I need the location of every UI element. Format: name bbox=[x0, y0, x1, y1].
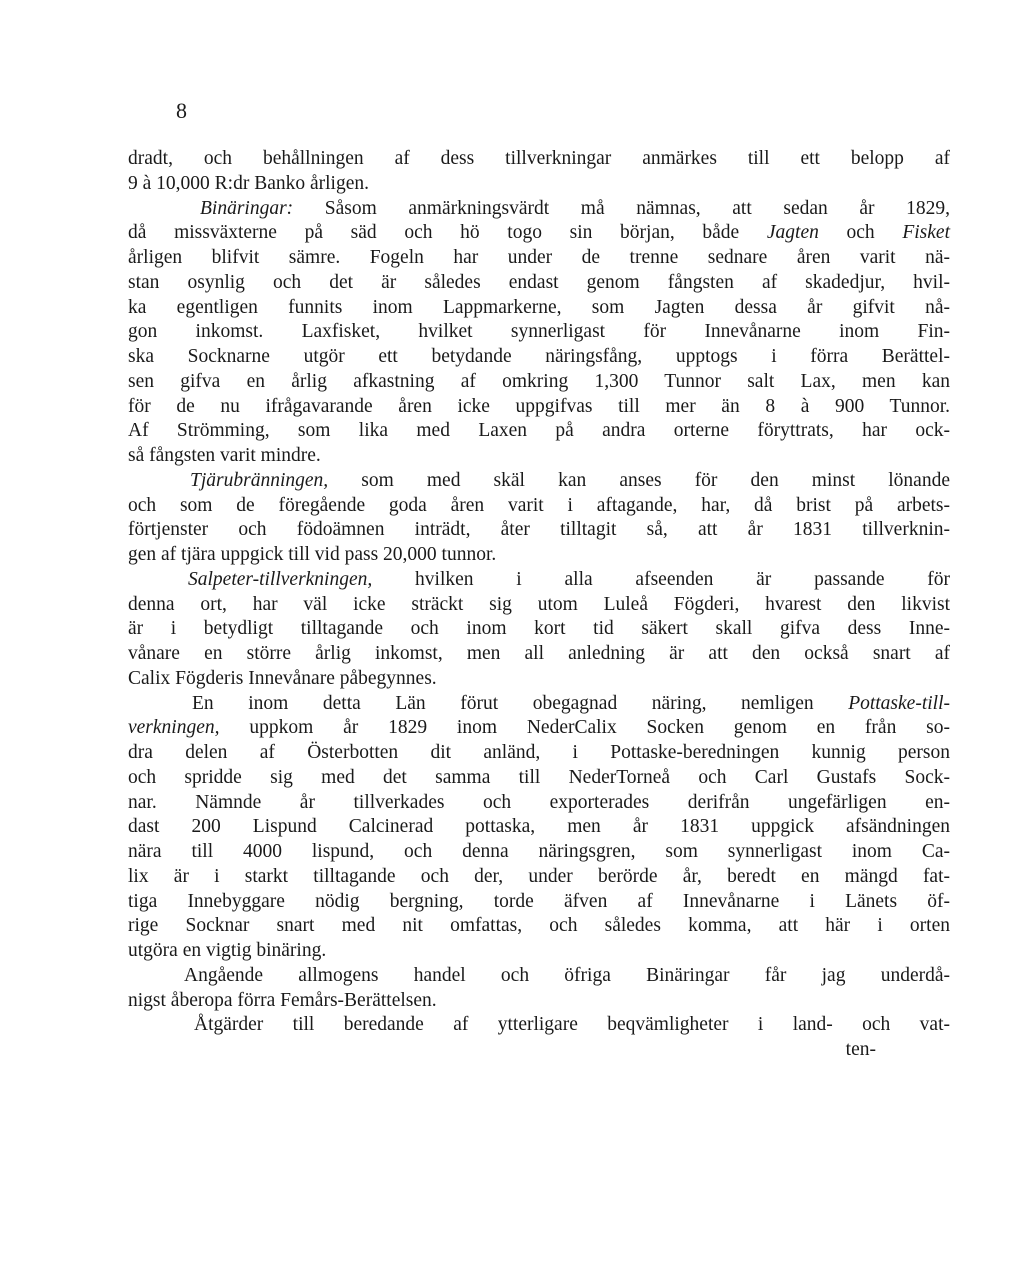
text-segment: lix är i starkt tilltagande och der, under berörde år, beredt en mängd fat- bbox=[128, 865, 950, 887]
text-segment: dradt, och behållningen af dess tillverkningar anmärkes till ett belopp af bbox=[128, 148, 950, 169]
text-line bbox=[128, 419, 950, 444]
text-line bbox=[128, 989, 950, 1014]
text-segment: då missväxterne på säd och hö togo sin början, både bbox=[128, 222, 767, 244]
text-line bbox=[128, 370, 950, 395]
text-line bbox=[128, 444, 950, 469]
text-segment: och spridde sig med det samma till NederTorneå och Carl Gustafs Sock- bbox=[128, 766, 950, 788]
italic-term: Binäringar: bbox=[200, 197, 294, 219]
italic-term: Pottaske-till- bbox=[848, 692, 950, 714]
text-line bbox=[128, 494, 950, 519]
text-segment: Åtgärder till beredande af ytterligare beqvämligheter i land- och vat- bbox=[194, 1014, 950, 1036]
text-line bbox=[128, 568, 950, 593]
text-segment: rige Socknar snart med nit omfattas, och således komma, att här i orten bbox=[128, 915, 950, 937]
italic-term: Jagten bbox=[766, 222, 819, 244]
text-line bbox=[128, 395, 950, 420]
text-line bbox=[128, 1013, 950, 1038]
text-line bbox=[128, 147, 950, 172]
text-segment: nar. Nämnde år tillverkades och exporterades derifrån ungefärligen en- bbox=[128, 791, 950, 813]
text-segment: dra delen af Österbotten dit anländ, i Pottaske-beredningen kunnig person bbox=[128, 742, 950, 763]
text-line bbox=[128, 964, 950, 989]
text-segment: Såsom anmärkningsvärdt må nämnas, att sedan år 1829, bbox=[293, 197, 950, 219]
text-segment: Af Strömming, som lika med Laxen på andra orterne föryttrats, har ock- bbox=[128, 420, 950, 442]
text-segment: och bbox=[818, 222, 903, 244]
text-line bbox=[128, 296, 950, 321]
body-text bbox=[128, 147, 950, 1063]
text-segment: gen af tjära uppgick till vid pass 20,000 tunnor. bbox=[128, 544, 497, 565]
text-line bbox=[128, 617, 950, 642]
text-segment: uppkom år 1829 inom NederCalix Socken genom en från so- bbox=[219, 717, 950, 739]
text-segment: så fångsten varit mindre. bbox=[128, 445, 321, 466]
text-segment: Calix Fögderis Innevånare påbegynnes. bbox=[128, 667, 437, 689]
text-segment: årligen blifvit sämre. Fogeln har under de trenne sednare åren varit nä- bbox=[128, 247, 950, 268]
text-segment: och som de föregående goda åren varit i aftagande, har, då brist på arbets- bbox=[128, 494, 950, 516]
text-line bbox=[128, 320, 950, 345]
text-line bbox=[128, 914, 950, 939]
text-line bbox=[128, 766, 950, 791]
text-line bbox=[128, 716, 950, 741]
text-line bbox=[128, 172, 950, 197]
text-line bbox=[128, 692, 950, 717]
text-segment: ska Socknarne utgör ett betydande näringsfång, upptogs i förra Berättel- bbox=[128, 346, 950, 367]
text-segment: som med skäl kan anses för den minst lönande bbox=[328, 469, 950, 491]
text-line bbox=[128, 741, 950, 766]
catchword bbox=[128, 1038, 950, 1063]
text-line bbox=[128, 840, 950, 865]
text-segment: ten- bbox=[845, 1039, 876, 1060]
text-segment: sen gifva en årlig afkastning af omkring 1,300 Tunnor salt Lax, men kan bbox=[128, 370, 950, 392]
text-segment: är i betydligt tilltagande och inom kort tid säkert skall gifva dess Inne- bbox=[128, 618, 950, 640]
text-line bbox=[128, 543, 950, 568]
text-segment: 9 à 10,000 R:dr Banko årligen. bbox=[128, 172, 369, 194]
text-line bbox=[128, 667, 950, 692]
text-segment: hvilken i alla afseenden är passande för bbox=[372, 568, 950, 590]
text-segment: ka egentligen funnits inom Lappmarkerne, som Jagten dessa år gifvit nå- bbox=[128, 296, 950, 318]
text-line bbox=[128, 197, 950, 222]
text-segment: Angående allmogens handel och öfriga Binäringar får jag underdå- bbox=[184, 964, 950, 986]
text-line bbox=[128, 221, 950, 246]
text-segment: En inom detta Län förut obegagnad näring, nemligen bbox=[192, 692, 849, 714]
text-line bbox=[128, 865, 950, 890]
page-number: 8 bbox=[176, 98, 187, 123]
text-segment: tiga Innebyggare nödig bergning, torde äfven af Innevånarne i Länets öf- bbox=[128, 890, 950, 912]
text-line bbox=[128, 345, 950, 370]
italic-term: Salpeter-tillverkningen, bbox=[188, 568, 373, 590]
text-segment: vånare en större årlig inkomst, men all anledning är att den också snart af bbox=[128, 643, 950, 664]
text-segment: denna ort, har väl icke sträckt sig utom Luleå Fögderi, hvarest den likvist bbox=[128, 593, 950, 615]
italic-term: Tjärubränningen, bbox=[190, 469, 329, 491]
text-line bbox=[128, 271, 950, 296]
text-segment: gon inkomst. Laxfisket, hvilket synnerligast för Innevånarne inom Fin- bbox=[128, 321, 950, 343]
text-line bbox=[128, 791, 950, 816]
text-segment: nigst åberopa förra Femårs-Berättelsen. bbox=[128, 989, 437, 1011]
text-line bbox=[128, 593, 950, 618]
text-segment: förtjenster och födoämnen inträdt, åter tilltagit så, att år 1831 tillverknin- bbox=[128, 519, 950, 541]
text-line bbox=[128, 469, 950, 494]
text-segment: stan osynlig och det är således endast genom fångsten af skadedjur, hvil- bbox=[128, 271, 950, 293]
text-line bbox=[128, 518, 950, 543]
text-segment: dast 200 Lispund Calcinerad pottaska, men år 1831 uppgick afsändningen bbox=[128, 816, 950, 838]
text-line bbox=[128, 246, 950, 271]
text-line bbox=[128, 815, 950, 840]
text-line bbox=[128, 642, 950, 667]
italic-term: Fisket bbox=[902, 222, 950, 244]
text-segment: för de nu ifrågavarande åren icke uppgifvas till mer än 8 à 900 Tunnor. bbox=[128, 395, 950, 417]
text-segment: utgöra en vigtig binäring. bbox=[128, 940, 327, 961]
text-segment: nära till 4000 lispund, och denna näringsgren, som synnerligast inom Ca- bbox=[128, 841, 950, 862]
text-line bbox=[128, 939, 950, 964]
text-line bbox=[128, 890, 950, 915]
italic-term: verkningen, bbox=[128, 717, 220, 739]
